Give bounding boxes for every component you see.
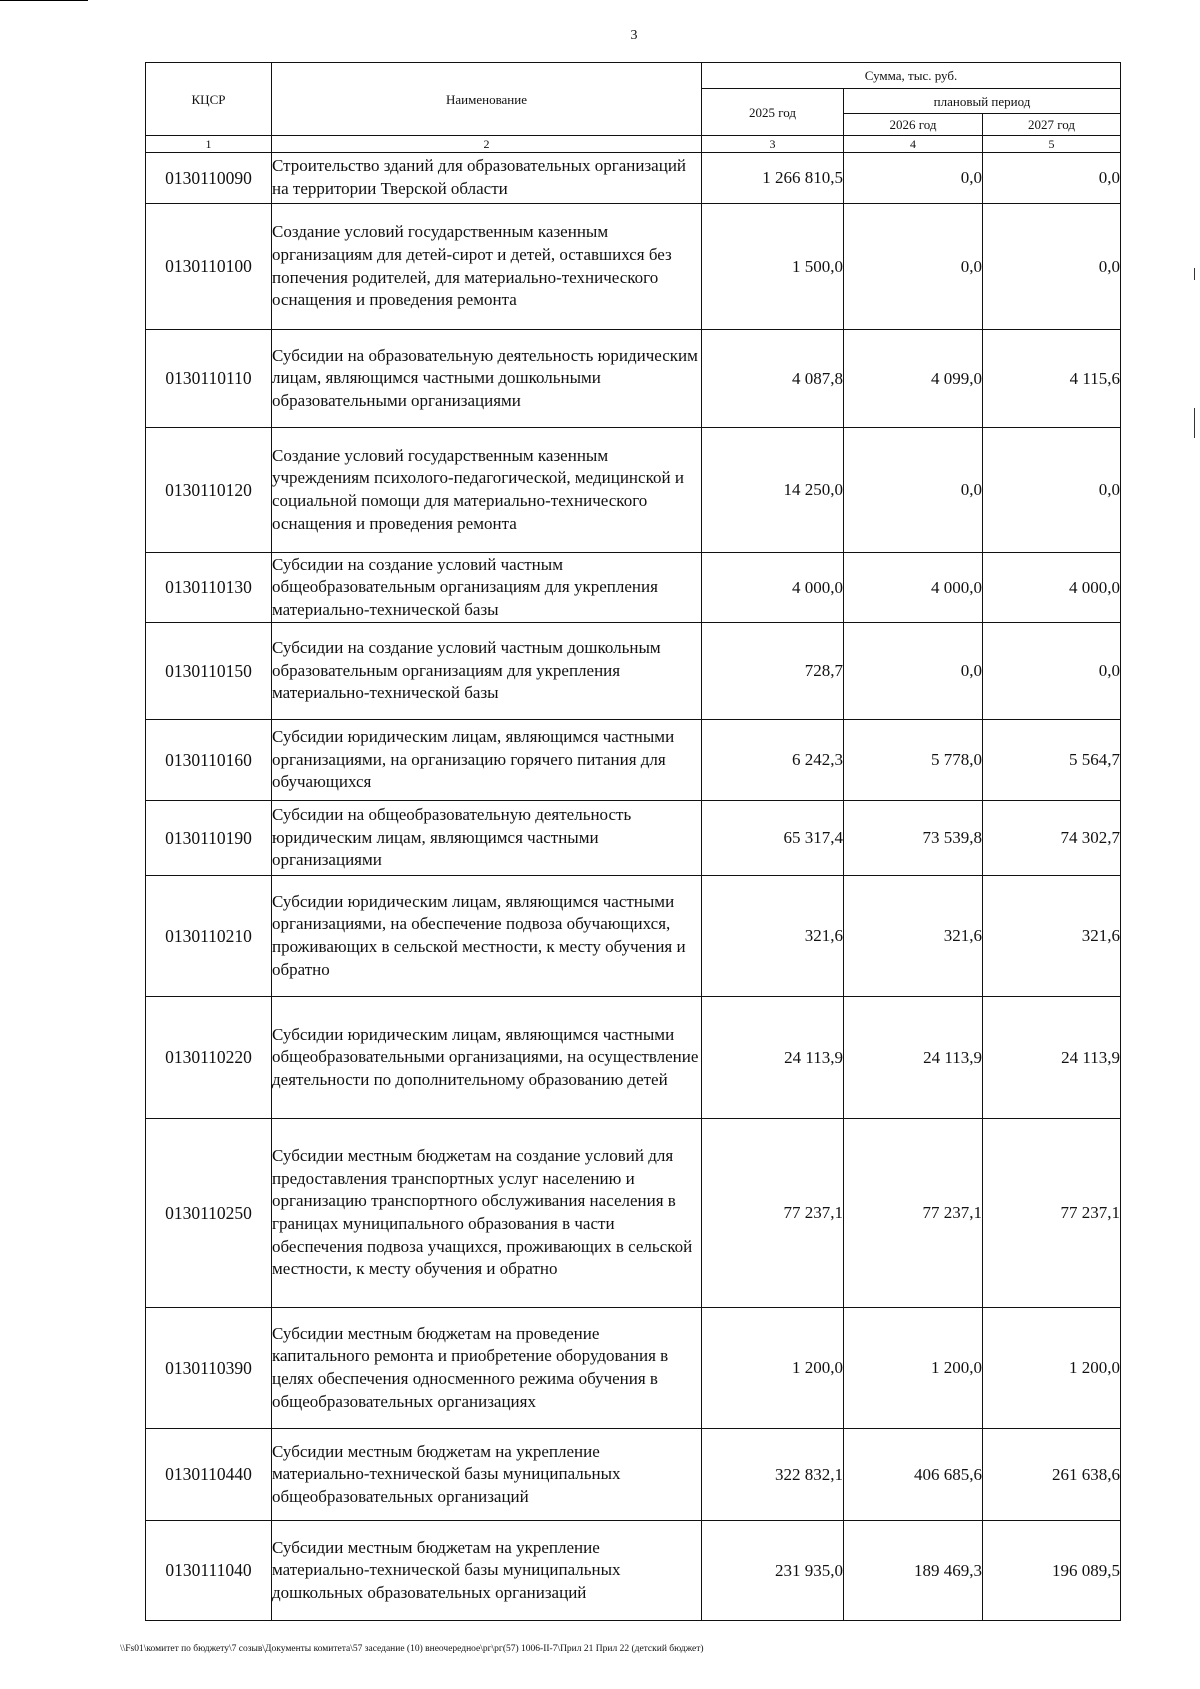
row-code: 0130110150 [146, 623, 272, 720]
row-amount-2027: 5 564,7 [983, 720, 1121, 801]
row-amount-2026: 4 099,0 [844, 330, 983, 428]
table-row [146, 553, 1121, 623]
row-name: Создание условий государственным казенным организациям для детей-сирот и детей, оставшихся без попечения родителей, для материально-технического оснащения и проведения ремонта [272, 204, 702, 330]
row-name: Субсидии юридическим лицам, являющимся частными общеобразовательными организациями, на осуществление деятельности по дополнительному образованию детей [272, 997, 702, 1119]
scan-corner-mark [0, 0, 88, 1]
row-amount-2025: 77 237,1 [702, 1119, 844, 1308]
row-amount-2026: 0,0 [844, 623, 983, 720]
row-amount-2027: 0,0 [983, 153, 1121, 204]
row-amount-2026: 321,6 [844, 876, 983, 997]
row-amount-2027: 261 638,6 [983, 1429, 1121, 1521]
table-row [146, 1119, 1121, 1308]
row-amount-2027: 74 302,7 [983, 801, 1121, 876]
table-row [146, 1429, 1121, 1521]
table-row [146, 204, 1121, 330]
header-year-2025: 2025 год [702, 89, 844, 136]
row-amount-2025: 1 200,0 [702, 1308, 844, 1429]
table-row [146, 1521, 1121, 1621]
row-amount-2026: 77 237,1 [844, 1119, 983, 1308]
row-amount-2025: 231 935,0 [702, 1521, 844, 1621]
page-number: 3 [630, 28, 638, 43]
row-amount-2025: 322 832,1 [702, 1429, 844, 1521]
row-amount-2026: 1 200,0 [844, 1308, 983, 1429]
row-amount-2025: 4 000,0 [702, 553, 844, 623]
row-code: 0130110160 [146, 720, 272, 801]
table-row [146, 330, 1121, 428]
table-row [146, 1308, 1121, 1429]
table-row [146, 428, 1121, 553]
column-index: 1 [146, 136, 272, 153]
header-year-2026: 2026 год [844, 114, 983, 136]
row-name: Субсидии местным бюджетам на укрепление материально-технической базы муниципальных общеобразовательных организаций [272, 1429, 702, 1521]
row-code: 0130111040 [146, 1521, 272, 1621]
row-code: 0130110090 [146, 153, 272, 204]
scan-edge-tick [1194, 408, 1195, 438]
header-name: Наименование [272, 63, 702, 136]
table-row [146, 623, 1121, 720]
table-header [146, 63, 1121, 153]
row-amount-2027: 4 000,0 [983, 553, 1121, 623]
row-amount-2025: 728,7 [702, 623, 844, 720]
row-name: Строительство зданий для образовательных организаций на территории Тверской области [272, 153, 702, 204]
row-name: Субсидии юридическим лицам, являющимся частными организациями, на организацию горячего питания для обучающихся [272, 720, 702, 801]
row-name: Субсидии на создание условий частным общеобразовательным организациям для укрепления материально-технической базы [272, 553, 702, 623]
row-amount-2025: 321,6 [702, 876, 844, 997]
header-year-2027: 2027 год [983, 114, 1121, 136]
row-amount-2026: 5 778,0 [844, 720, 983, 801]
row-code: 0130110190 [146, 801, 272, 876]
row-code: 0130110130 [146, 553, 272, 623]
row-amount-2026: 24 113,9 [844, 997, 983, 1119]
row-name: Субсидии на создание условий частным дошкольным образовательным организациям для укрепления материально-технической базы [272, 623, 702, 720]
header-planned-period: плановый период [844, 89, 1121, 114]
row-code: 0130110100 [146, 204, 272, 330]
row-code: 0130110440 [146, 1429, 272, 1521]
scan-edge-tick [1194, 268, 1195, 280]
file-path-footer: \\Fs01\комитет по бюджету\7 созыв\Документы комитета\57 заседание (10) внеочередное\рг\рг(57) 1006-II-7\Прил 21 Прил 22 (детский бюджет) [120, 1644, 704, 1654]
row-amount-2025: 4 087,8 [702, 330, 844, 428]
row-amount-2025: 65 317,4 [702, 801, 844, 876]
row-amount-2026: 406 685,6 [844, 1429, 983, 1521]
column-index: 4 [844, 136, 983, 153]
row-amount-2027: 0,0 [983, 204, 1121, 330]
row-name: Создание условий государственным казенным учреждениям психолого-педагогической, медицинской и социальной помощи для материально-технического оснащения и проведения ремонта [272, 428, 702, 553]
row-code: 0130110210 [146, 876, 272, 997]
row-amount-2027: 196 089,5 [983, 1521, 1121, 1621]
column-index: 2 [272, 136, 702, 153]
row-code: 0130110110 [146, 330, 272, 428]
row-amount-2027: 0,0 [983, 428, 1121, 553]
row-code: 0130110390 [146, 1308, 272, 1429]
table-row [146, 801, 1121, 876]
row-name: Субсидии местным бюджетам на укрепление материально-технической базы муниципальных дошкольных образовательных организаций [272, 1521, 702, 1621]
row-amount-2026: 73 539,8 [844, 801, 983, 876]
header-code: КЦСР [146, 63, 272, 136]
row-amount-2025: 14 250,0 [702, 428, 844, 553]
row-amount-2027: 0,0 [983, 623, 1121, 720]
row-amount-2026: 0,0 [844, 428, 983, 553]
table-row [146, 153, 1121, 204]
row-amount-2026: 0,0 [844, 153, 983, 204]
table-row [146, 997, 1121, 1119]
row-amount-2025: 6 242,3 [702, 720, 844, 801]
row-name: Субсидии на образовательную деятельность юридическим лицам, являющимся частными дошкольными образовательными организациями [272, 330, 702, 428]
column-index: 3 [702, 136, 844, 153]
row-amount-2026: 189 469,3 [844, 1521, 983, 1621]
table-row [146, 720, 1121, 801]
column-index: 5 [983, 136, 1121, 153]
row-amount-2027: 77 237,1 [983, 1119, 1121, 1308]
row-amount-2025: 24 113,9 [702, 997, 844, 1119]
row-amount-2025: 1 266 810,5 [702, 153, 844, 204]
row-amount-2026: 0,0 [844, 204, 983, 330]
row-name: Субсидии на общеобразовательную деятельность юридическим лицам, являющимся частными организациями [272, 801, 702, 876]
table-row [146, 876, 1121, 997]
row-name: Субсидии юридическим лицам, являющимся частными организациями, на обеспечение подвоза обучающихся, проживающих в сельской местности, к месту обучения и обратно [272, 876, 702, 997]
row-amount-2027: 1 200,0 [983, 1308, 1121, 1429]
row-code: 0130110250 [146, 1119, 272, 1308]
header-sum: Сумма, тыс. руб. [702, 63, 1121, 89]
row-amount-2026: 4 000,0 [844, 553, 983, 623]
row-name: Субсидии местным бюджетам на проведение капитального ремонта и приобретение оборудования в целях обеспечения односменного режима обучения в общеобразовательных организациях [272, 1308, 702, 1429]
row-amount-2027: 4 115,6 [983, 330, 1121, 428]
row-code: 0130110220 [146, 997, 272, 1119]
row-code: 0130110120 [146, 428, 272, 553]
row-amount-2027: 24 113,9 [983, 997, 1121, 1119]
budget-table [145, 62, 1121, 1621]
row-amount-2027: 321,6 [983, 876, 1121, 997]
row-name: Субсидии местным бюджетам на создание условий для предоставления транспортных услуг населению и организацию транспортного обслуживания населения в границах муниципального образования в части обеспечения подвоза учащихся, проживающих в сельской местности, к месту обучения и обратно [272, 1119, 702, 1308]
row-amount-2025: 1 500,0 [702, 204, 844, 330]
